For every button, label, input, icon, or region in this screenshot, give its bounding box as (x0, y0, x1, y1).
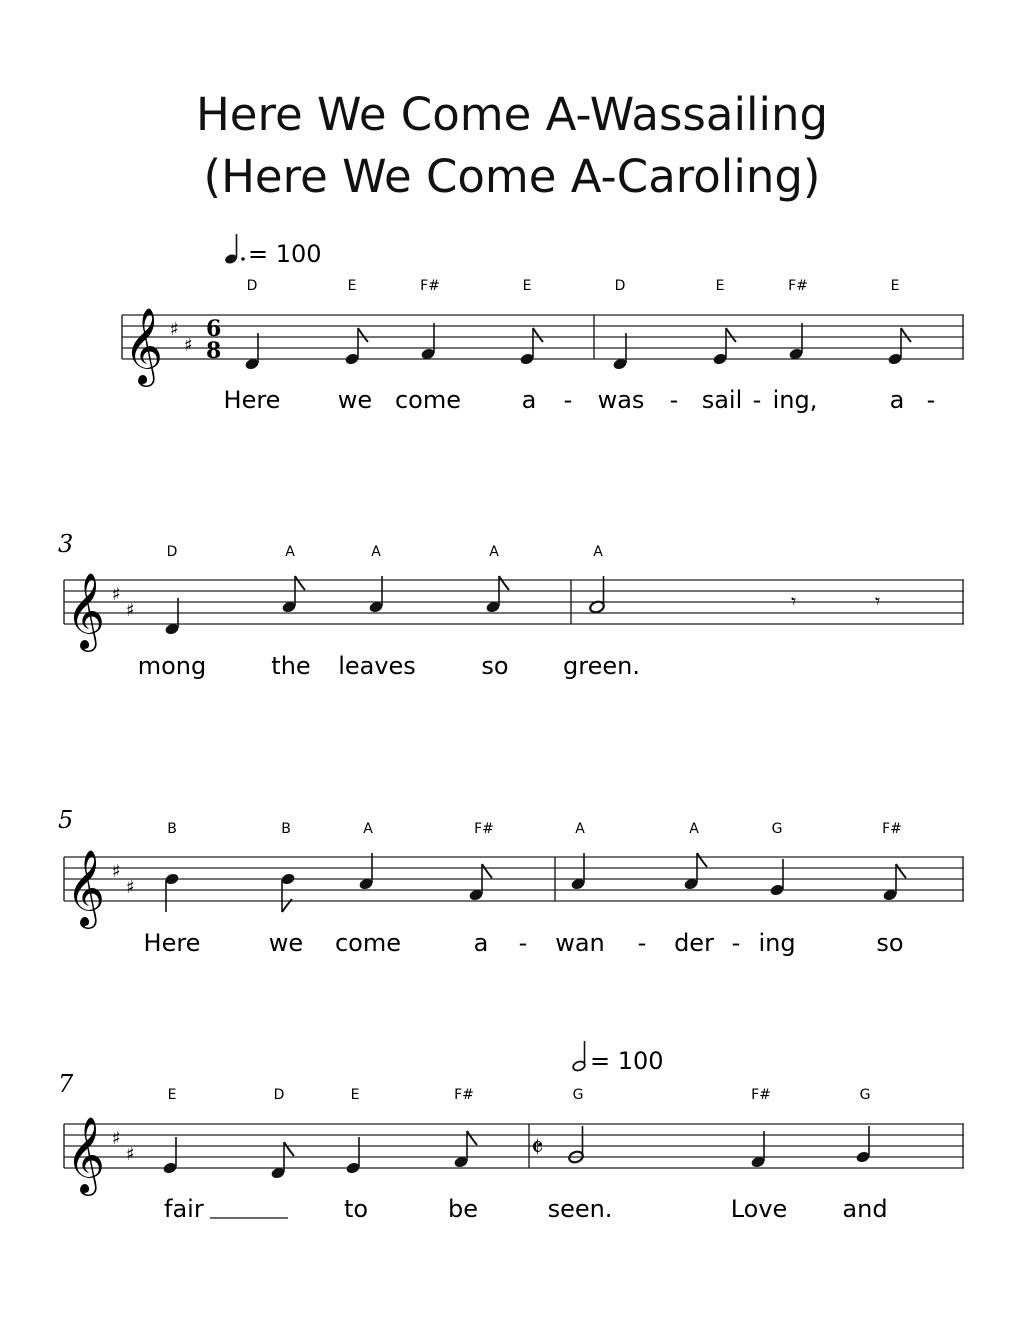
lyric: a (521, 386, 537, 414)
note-name: A (575, 821, 585, 837)
treble-clef-icon: 𝄞 (66, 572, 106, 649)
note (468, 864, 492, 902)
note (244, 333, 259, 371)
lyric: the (271, 652, 311, 680)
time-signature-numerator: 6 (206, 316, 222, 342)
eighth-rest-icon: 𝄾 (875, 589, 881, 613)
lyric: Here (223, 386, 281, 414)
note (453, 1131, 477, 1169)
lyric: Love (730, 1195, 788, 1223)
lyric: we (268, 929, 304, 957)
lyric: mong (137, 652, 207, 680)
note-name: D (614, 278, 626, 294)
lyric-hyphen: - (563, 386, 573, 414)
lyric: leaves (338, 652, 416, 680)
lyric: a (473, 929, 489, 957)
lyric: come (334, 929, 402, 957)
lyric-hyphen: - (518, 929, 528, 957)
key-signature-sharps-icon: ♯ (126, 877, 135, 898)
key-signature-sharps-icon: ♯ (126, 1144, 135, 1165)
lyric: ing, (772, 386, 818, 414)
note (855, 1126, 870, 1164)
system-2 (58, 530, 964, 680)
lyric: to (343, 1195, 369, 1223)
staff-lines (64, 580, 964, 624)
note (164, 598, 179, 636)
note (280, 872, 295, 912)
system-3 (58, 806, 964, 957)
note (485, 576, 509, 614)
tempo-marking (572, 1041, 664, 1075)
note (345, 1137, 360, 1175)
lyric: sail (701, 386, 743, 414)
system-4 (58, 1041, 964, 1223)
note-name: F# (474, 821, 494, 837)
tempo-marking (224, 234, 322, 268)
lyric: fair (164, 1195, 204, 1223)
key-signature-sharps-icon: ♯ (126, 600, 135, 621)
note-name: B (281, 821, 291, 837)
staff-lines (64, 857, 964, 901)
title-line-1: Here We Come A-Wassailing (195, 88, 829, 141)
note-name: A (285, 544, 295, 560)
note (683, 853, 707, 891)
note (270, 1142, 294, 1180)
treble-clef-icon: 𝄞 (66, 1116, 106, 1193)
note-name: A (489, 544, 499, 560)
note-name: E (890, 278, 900, 294)
staff-lines (64, 1124, 964, 1168)
lyric: come (394, 386, 462, 414)
note-name: A (593, 544, 603, 560)
tempo-text: = 100 (590, 1047, 664, 1075)
tempo-text: = 100 (248, 240, 322, 268)
lyric-hyphen: - (731, 929, 741, 957)
cut-time-icon: 𝄵 (531, 1131, 544, 1164)
note (769, 859, 784, 897)
note-name: E (167, 1087, 177, 1103)
lyric: ing (758, 929, 796, 957)
note-name: D (273, 1087, 285, 1103)
staff-lines (122, 315, 964, 359)
note (162, 1137, 177, 1175)
lyric: wan (555, 929, 605, 957)
note (358, 853, 373, 891)
note (164, 872, 179, 912)
half-note (589, 576, 606, 614)
lyric: green. (563, 652, 640, 680)
note (420, 323, 435, 361)
treble-clef-icon: 𝄞 (66, 849, 106, 926)
note (788, 323, 803, 361)
lyric: was (597, 386, 645, 414)
key-signature-sharps-icon: ♯ (112, 1128, 121, 1149)
note-name: E (715, 278, 725, 294)
lyric: we (337, 386, 373, 414)
system-1 (122, 234, 964, 414)
lyric: seen. (547, 1195, 613, 1223)
eighth-rest-icon: 𝄾 (791, 589, 797, 613)
note-name: D (166, 544, 178, 560)
note-name: F# (454, 1087, 474, 1103)
treble-clef-icon: 𝄞 (124, 307, 164, 384)
note (570, 853, 585, 891)
note-name: A (363, 821, 373, 837)
note-name: D (246, 278, 258, 294)
lyric: der (674, 929, 714, 957)
note (712, 328, 736, 366)
note-name: A (371, 544, 381, 560)
note (519, 328, 543, 366)
lyric: a (889, 386, 905, 414)
note-name: E (347, 278, 357, 294)
note (750, 1131, 765, 1169)
lyric: be (448, 1195, 478, 1223)
key-signature-sharps-icon: ♯ (184, 335, 193, 356)
note (887, 328, 911, 366)
note (882, 864, 906, 902)
lyric-hyphen: - (669, 386, 679, 414)
measure-number: 7 (58, 1070, 74, 1098)
note (368, 576, 383, 614)
lyric-hyphen: - (926, 386, 936, 414)
lyric: so (481, 652, 509, 680)
note (281, 576, 305, 614)
note-name: A (689, 821, 699, 837)
note-name: F# (751, 1087, 771, 1103)
note-name: B (167, 821, 177, 837)
title-line-2: (Here We Come A-Caroling) (203, 150, 821, 203)
lyric: Here (143, 929, 201, 957)
key-signature-sharps-icon: ♯ (112, 584, 121, 605)
lyric-hyphen: - (637, 929, 647, 957)
measure-number: 5 (58, 806, 74, 834)
key-signature-sharps-icon: ♯ (112, 861, 121, 882)
time-signature-denominator: 8 (206, 338, 222, 364)
note-name: E (350, 1087, 360, 1103)
note-name: G (859, 1087, 871, 1103)
note-name: F# (788, 278, 808, 294)
lyric-hyphen: - (752, 386, 762, 414)
lyric: so (876, 929, 904, 957)
note-name: G (771, 821, 783, 837)
note-name: G (572, 1087, 584, 1103)
note-name: F# (420, 278, 440, 294)
lyric: and (842, 1195, 888, 1223)
note (344, 328, 368, 366)
note-name: E (522, 278, 532, 294)
key-signature-sharps-icon: ♯ (170, 319, 179, 340)
note-name: F# (882, 821, 902, 837)
half-note (568, 1126, 585, 1164)
measure-number: 3 (58, 530, 74, 558)
note (612, 333, 627, 371)
